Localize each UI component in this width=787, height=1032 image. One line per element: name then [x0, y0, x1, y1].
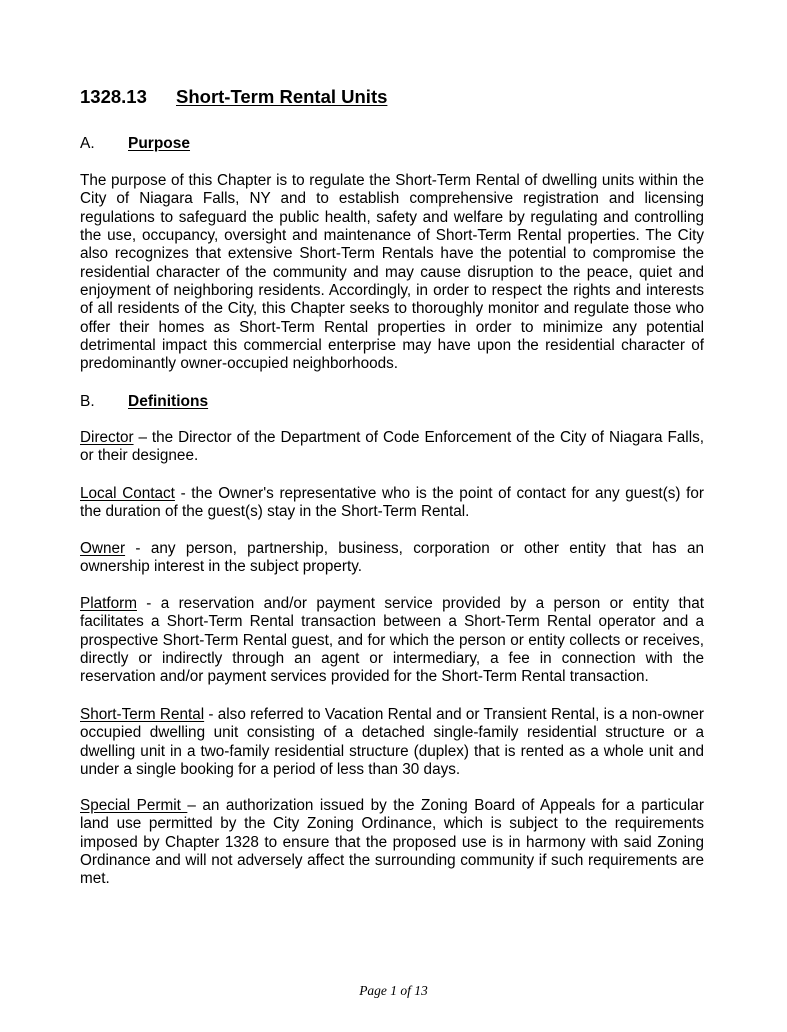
definition-text: - the Owner's representative who is the point of contact for any guest(s) for the duration of the guest(s) stay in the Short-Term Rental.	[80, 485, 704, 521]
definition-term: Director	[80, 429, 134, 446]
definition-text: – the Director of the Department of Code Enforcement of the City of Niagara Falls, or their designee.	[80, 429, 704, 465]
definition-local-contact	[80, 485, 704, 522]
definition-short-term-rental	[80, 706, 704, 779]
definition-owner	[80, 540, 704, 577]
section-title: Short-Term Rental Units	[176, 86, 388, 107]
subsection-label: Definitions	[128, 393, 209, 410]
definition-term: Special Permit	[80, 797, 188, 814]
subsection-label: Purpose	[128, 135, 191, 152]
definition-text: – an authorization issued by the Zoning Board of Appeals for a particular land use permitted by the City Zoning Ordinance, which is subject to the requirements imposed by Chapter 1328 to ensure that the proposed use is in harmony with said Zoning Ordinance and will not adversely affect the surrounding community if such requirements are met.	[80, 797, 704, 888]
purpose-paragraph: The purpose of this Chapter is to regulate the Short-Term Rental of dwelling units within the City of Niagara Falls, NY and to establish comprehensive registration and licensing regulations to safeguard the public health, safety and welfare by regulating and controlling the use, occupancy, oversight and maintenance of Short-Term Rental properties. The City also recognizes that extensive Short-Term Rentals have the potential to compromise the residential character of the community and may cause disruption to the peace, quiet and enjoyment of neighboring residents. Accordingly, in order to respect the rights and interests of all residents of the City, this Chapter seeks to thoroughly monitor and regulate those who offer their homes as Short-Term Rental properties in order to minimize any potential detrimental impact this commercial enterprise may have upon the residential character of predominantly owner-occupied neighborhoods.	[80, 172, 704, 373]
definition-text: - also referred to Vacation Rental and or Transient Rental, is a non-owner occupied dwelling unit consisting of a detached single-family residential structure or a dwelling unit in a two-family residential structure (duplex) that is rented as a whole unit and under a single booking for a period of less than 30 days.	[80, 706, 704, 779]
subsection-letter: B.	[80, 393, 95, 410]
section-number: 1328.13	[80, 86, 147, 107]
definition-platform	[80, 595, 704, 687]
subsection-heading-purpose	[80, 135, 190, 153]
definition-text: - a reservation and/or payment service provided by a person or entity that facilitates a Short-Term Rental transaction between a Short-Term Rental operator and a prospective Short-Term Rental guest, and for which the person or entity collects or receives, directly or indirectly through an agent or intermediary, a fee in connection with the reservation and/or payment services provided for the Short-Term Rental transaction.	[80, 595, 704, 686]
definition-director	[80, 429, 704, 466]
subsection-letter: A.	[80, 135, 95, 152]
definition-text: - any person, partnership, business, corporation or other entity that has an ownership interest in the subject property.	[80, 540, 704, 576]
section-title-row	[80, 86, 387, 108]
definition-term: Owner	[80, 540, 126, 557]
definition-term: Local Contact	[80, 485, 175, 502]
page-number-footer: Page 1 of 13	[359, 983, 428, 998]
definition-term: Short-Term Rental	[80, 706, 205, 723]
subsection-heading-definitions	[80, 393, 208, 411]
definition-special-permit	[80, 797, 704, 889]
definition-term: Platform	[80, 595, 137, 612]
